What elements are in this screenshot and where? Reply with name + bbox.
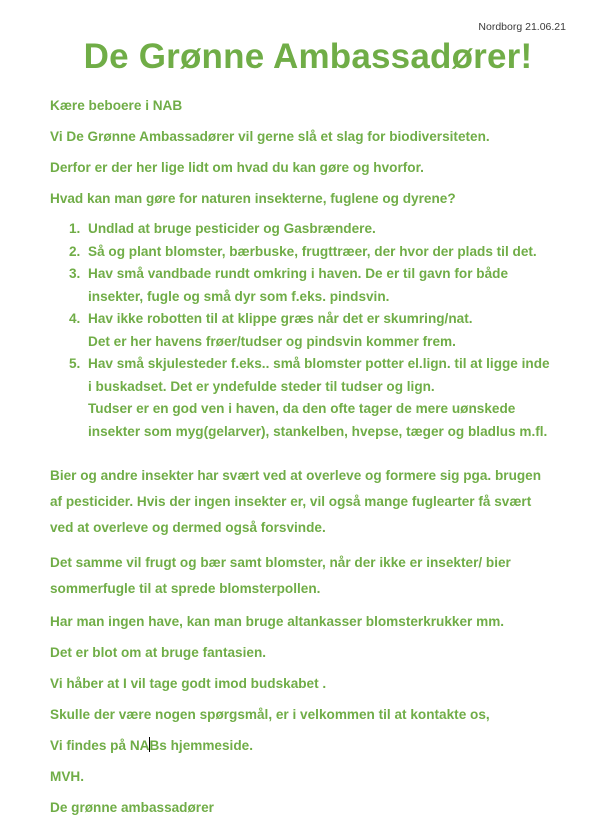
place-date: Nordborg 21.06.21 [478,21,566,33]
list-item-text [88,241,570,264]
list-item-text [88,308,570,353]
list-item-line: Så og plant blomster, bærbuske, frugttræer, der hvor der plads til det. [88,243,537,259]
intro-paragraph-1: Vi De Grønne Ambassadører vil gerne slå et slag for biodiversiteten. [50,129,490,144]
questions-paragraph: Skulle der være nogen spørgsmål, er i velkommen til at kontakte os, [50,707,490,722]
greeting: Kære beboere i NAB [50,98,183,113]
list-item-line: i buskadset. Det er yndefulde steder til tudser og lign. [88,378,435,394]
intro-question: Hvad kan man gøre for naturen insekterne, fuglene og dyrene? [50,191,456,206]
hope-paragraph: Vi håber at I vil tage godt imod budskabet . [50,676,327,691]
list-number: 4. [69,311,81,326]
list-item [50,308,570,353]
list-number: 3. [69,266,81,281]
regards: MVH. [50,769,84,784]
list-item-line: Undlad at bruge pesticider og Gasbrændere. [88,221,376,236]
list-item-line: insekter som myg(gelarver), stankelben, hvepse, tæger og bladlus m.fl. [88,423,548,439]
website-paragraph[interactable] [50,735,570,757]
website-text-after-cursor: Bs hjemmeside. [149,738,253,753]
list-item-text [88,263,570,308]
tips-list [50,218,570,443]
list-item [50,218,570,241]
balcony-paragraph: Har man ingen have, kan man bruge altankasser blomsterkrukker mm. [50,614,505,629]
list-item-text [88,218,570,241]
list-item-text [88,353,570,443]
fantasy-paragraph: Det er blot om at bruge fantasien. [50,645,267,660]
list-item [50,353,570,443]
website-text-before-cursor: Vi findes på NA [50,738,150,753]
list-item-line: insekter, fugle og små dyr som f.eks. pindsvin. [88,288,390,304]
pesticide-paragraph [50,463,570,541]
list-number: 2. [69,243,81,259]
paragraph-line: Bier og andre insekter har svært ved at overleve og formere sig pga. brugen [50,468,542,483]
list-item-line: Hav små skjulesteder f.eks.. små blomster potter el.lign. til at ligge inde [88,356,550,371]
list-item [50,263,570,308]
paragraph-line: Det samme vil frugt og bær samt blomster, når der ikke er insekter/ bier [50,555,511,570]
list-item [50,241,570,264]
paragraph-line: sommerfugle til at sprede blomsterpollen. [50,581,321,596]
paragraph-line: ved at overleve og dermed også forsvinde. [50,520,326,535]
intro-paragraph-2: Derfor er der her lige lidt om hvad du kan gøre og hvorfor. [50,160,424,175]
list-item-line: Hav små vandbade rundt omkring i haven. De er til gavn for både [88,266,508,281]
list-item-line: Det er her havens frøer/tudser og pindsvin kommer frem. [88,333,456,349]
signature: De grønne ambassadører [50,800,214,815]
list-item-line: Tudser er en god ven i haven, da den ofte tager de mere uønskede [88,401,516,416]
document-title: De Grønne Ambassadører! [83,37,533,76]
pollination-paragraph [50,550,570,602]
paragraph-line: af pesticider. Hvis der ingen insekter er, vil også mange fuglearter få svært [50,494,532,509]
list-number: 5. [69,356,81,371]
list-number: 1. [69,221,81,236]
document-body [50,95,570,828]
list-item-line: Hav ikke robotten til at klippe græs når det er skumring/nat. [88,311,473,326]
